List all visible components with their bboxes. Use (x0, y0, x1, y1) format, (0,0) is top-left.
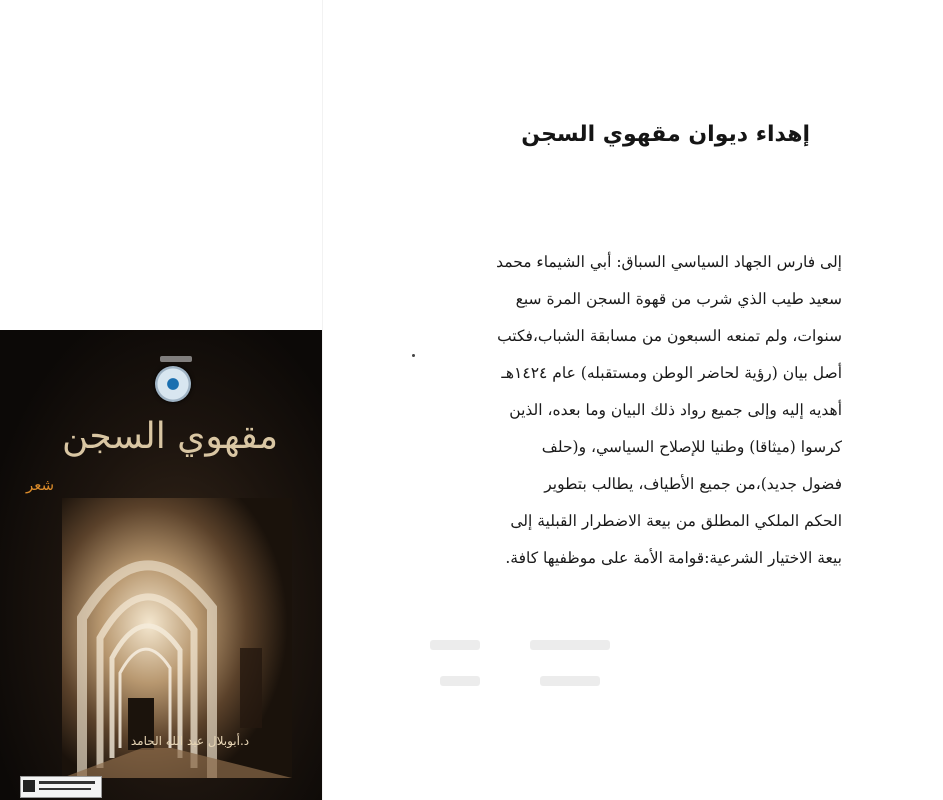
text-line: كرسوا (ميثاقا) وطنيا للإصلاح السياسي، و(حلف (541, 438, 842, 456)
text-line: سنوات، ولم تمنعه السبعون من مسابقة الشباب،فكتب (497, 327, 842, 345)
dedication-text (438, 244, 842, 577)
bleed-through (430, 640, 480, 650)
publisher-logo (20, 776, 102, 798)
book-cover (0, 330, 322, 800)
publisher-icon (23, 780, 35, 792)
text-line: إلى فارس الجهاد السياسي السباق: أبي الشيماء محمد (496, 253, 842, 271)
text-line: أهديه إليه وإلى جميع رواد ذلك البيان وما بعده، الذين (509, 401, 842, 419)
scan-speck (412, 354, 415, 357)
page-edge (322, 0, 323, 800)
bleed-through (530, 640, 610, 650)
publisher-mark (39, 781, 95, 784)
publisher-mark (39, 788, 91, 790)
cover-author: د.أبوبلال عبد الله الحامد (130, 734, 250, 748)
text-line: فضول جديد)،من جميع الأطياف، يطالب بتطوير (544, 475, 842, 493)
eye-logo-icon (155, 366, 191, 402)
text-line: بيعة الاختيار الشرعية:قوامة الأمة على موظفيها كافة. (505, 549, 842, 567)
page-title: إهداء ديوان مقهوي السجن (521, 122, 810, 147)
text-line: سعيد طيب الذي شرب من قهوة السجن المرة سبع (515, 290, 842, 308)
text-line: أصل بيان (رؤية لحاضر الوطن ومستقبله) عام ١٤٢٤هـ (501, 364, 842, 382)
text-line: الحكم الملكي المطلق من بيعة الاضطرار القبلية إلى (510, 512, 842, 530)
cover-genre: شعر (26, 476, 55, 494)
logo-caption (160, 356, 192, 362)
bleed-through (440, 676, 480, 686)
cover-title: مقهوي السجن (61, 416, 279, 457)
bleed-through (540, 676, 600, 686)
